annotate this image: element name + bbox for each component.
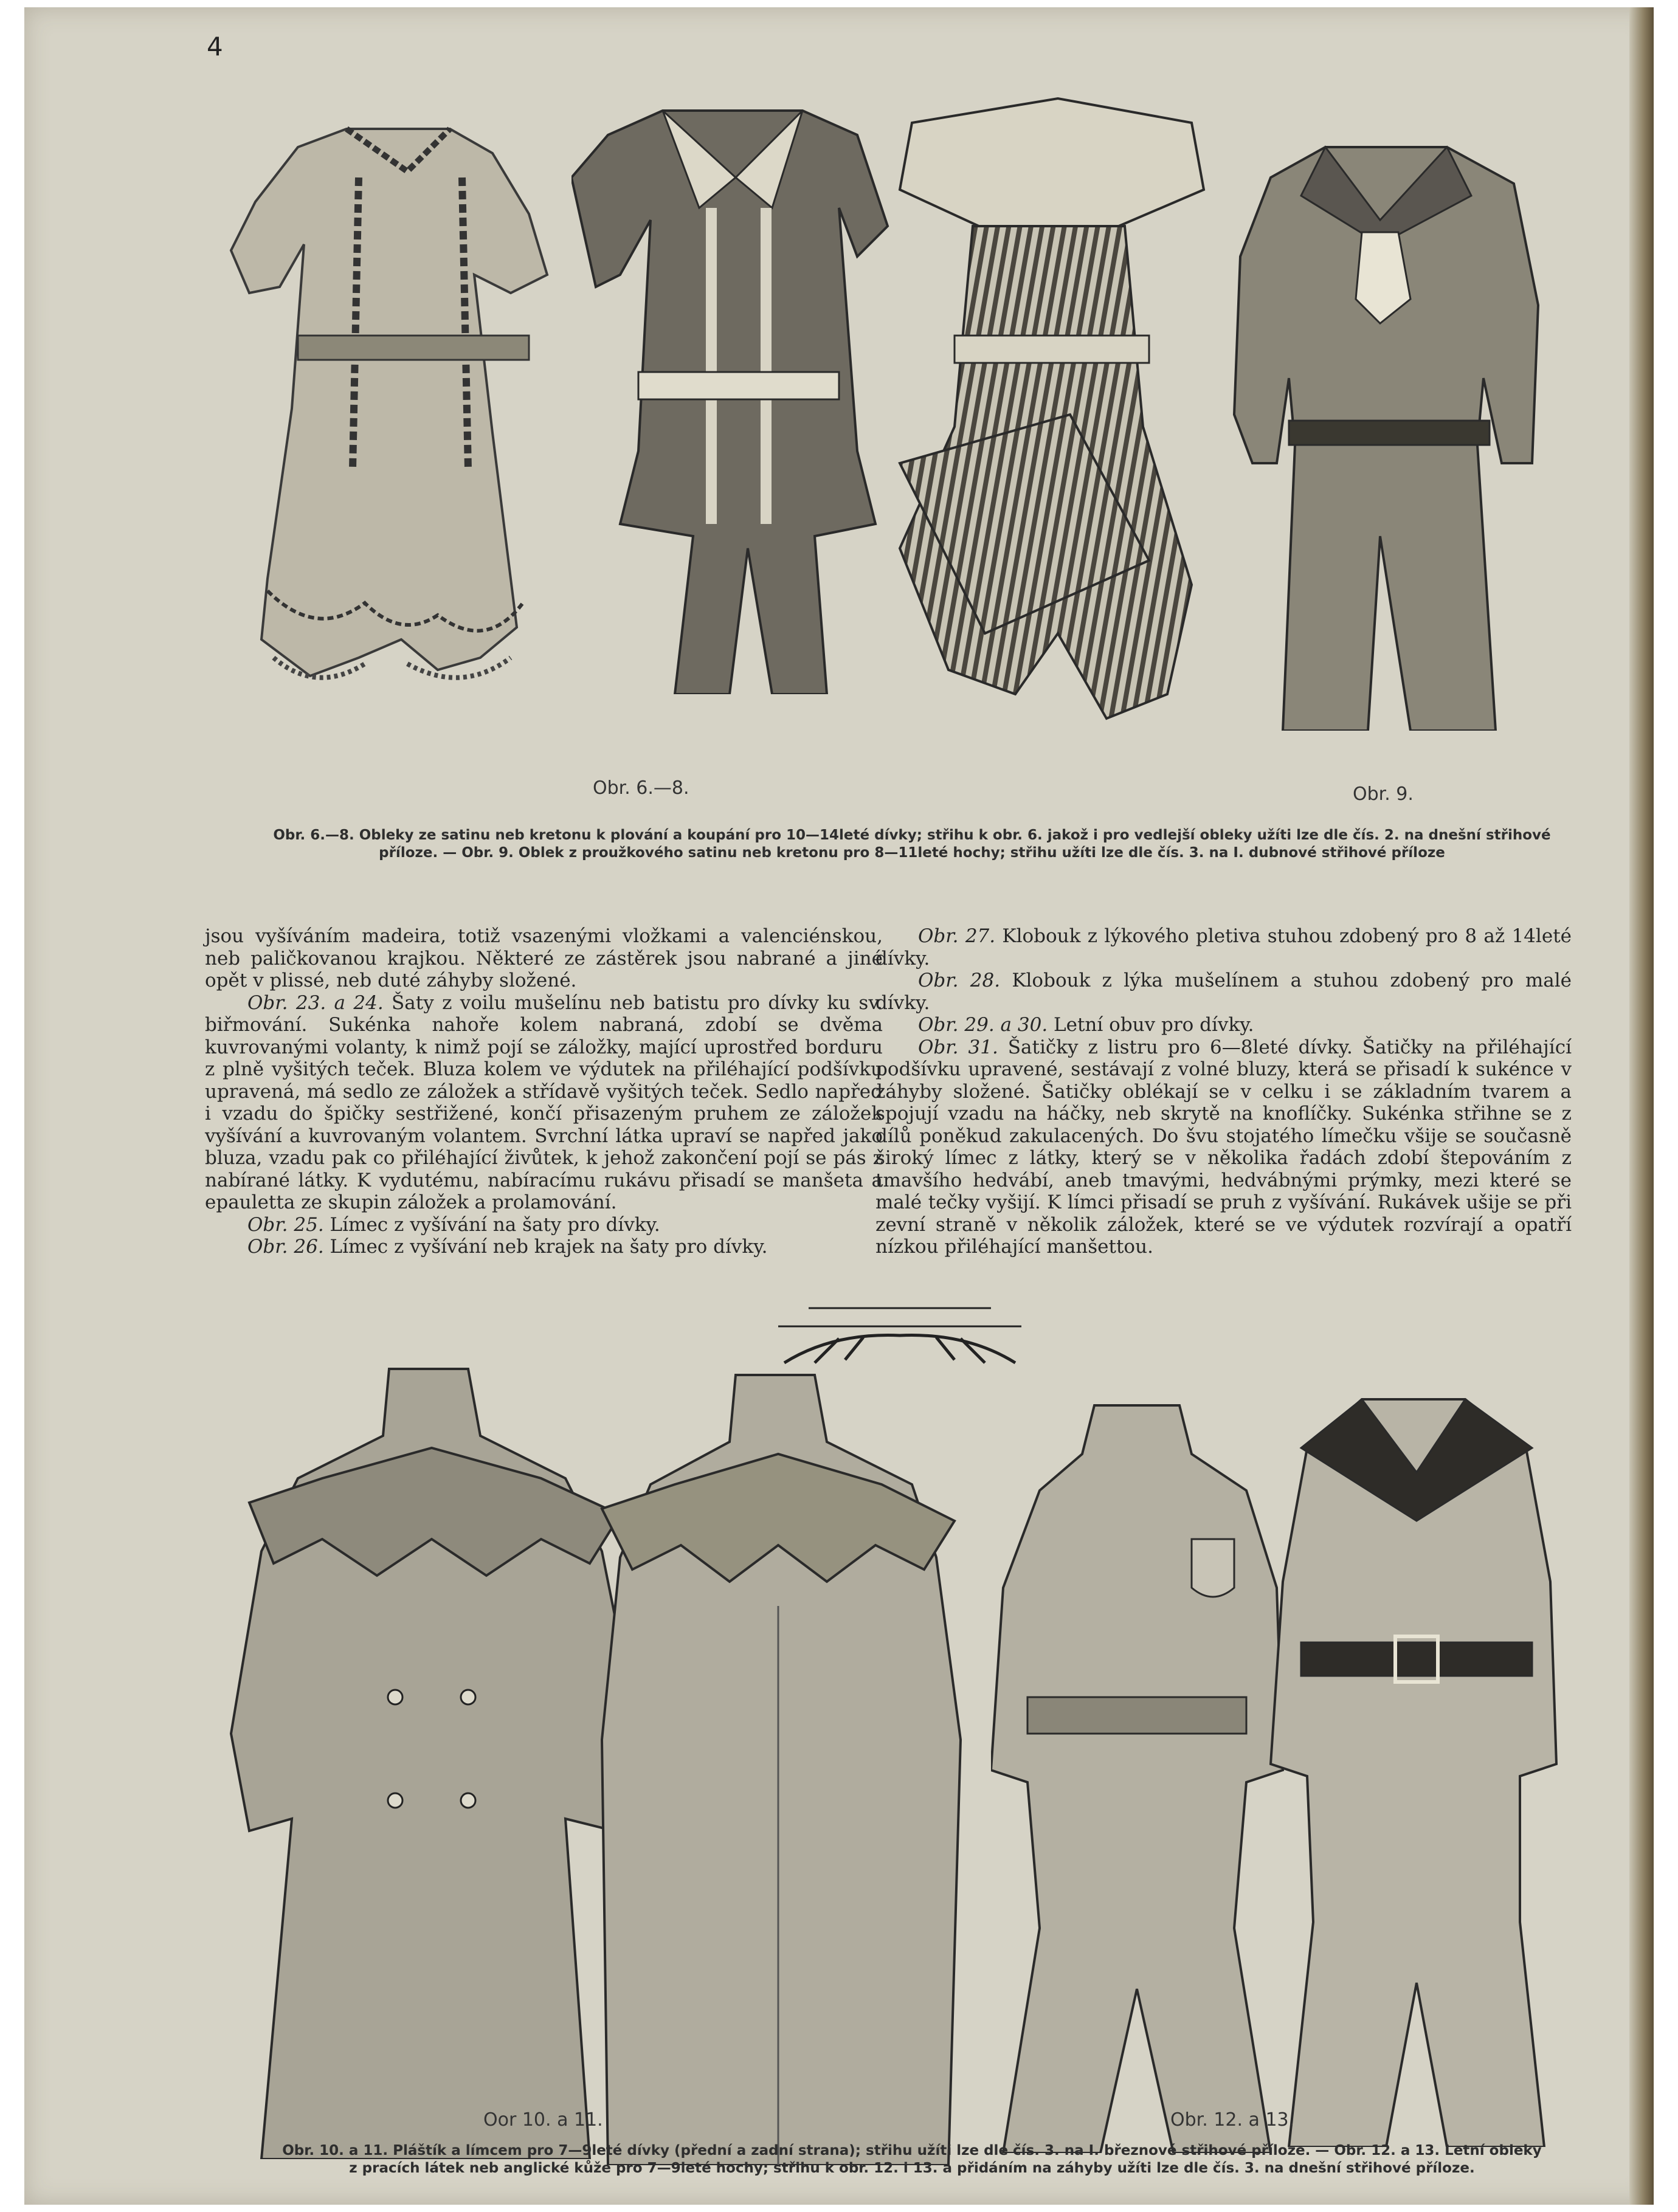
left-paragraph-2: Obr. 23. a 24. Šaty z voilu mušelínu neb batistu pro dívky ku sv. biřmování. Sukénka nahoře kolem nabraná, zdobí se dvěma kuvrovanými volanty, k nimž pojí se záložky, mající uprostřed borduru z plně vyšitých teček. Bluza kolem ve výdutek na přiléhající podšívku upravená, má sedlo ze záložek a střídavě vyšitých teček. Sedlo napřed i vzadu do špičky sestřižené, končí přisazeným pruhem ze záložek vyšívání a kuvrovaným volantem. Svrchní látka upraví se napřed jako bluza, vzadu pak co přiléhající živůtek, k jehož zakončení pojí se pás z nabírané látky. K vydutému, nabíracímu rukávu přisadí se manšeta a epauletta ze skupin záložek a prolamování. [205, 991, 883, 1213]
figure-ref: Obr. 27. [918, 925, 996, 947]
figure-label-10-11: Oor 10. a 11. [483, 2109, 603, 2131]
top-caption [204, 827, 1620, 862]
figure-label-12-13: Obr. 12. a 13. [1170, 2109, 1295, 2131]
illustration-boy-suit-9 [1216, 123, 1562, 731]
page-edge [1629, 7, 1654, 2205]
figure-ref: Obr. 29. a 30. [918, 1014, 1048, 1036]
left-text-column [205, 925, 883, 1258]
figure-ref: Obr. 23. a 24. [247, 991, 384, 1014]
right-text-column [875, 925, 1572, 1258]
figure-ref: Obr. 31. [918, 1036, 998, 1058]
right-paragraph-1: Obr. 27. Klobouk z lýkového pletiva stuhou zdobený pro 8 až 14leté dívky. [875, 925, 1572, 970]
figure-ref: Obr. 25. [247, 1213, 324, 1236]
illustration-swim-dress-8 [875, 86, 1240, 749]
top-caption-line-2: příloze. — Obr. 9. Oblek z proužkového satinu neb kretonu pro 8—11leté hochy; střihu užíti lze dle čís. 3. na I. dubnové střihové příloze [379, 845, 1445, 861]
left-paragraph-3: Obr. 25. Límec z vyšívání na šaty pro dívky. [247, 1213, 660, 1236]
figure-label-6-8: Obr. 6.—8. [593, 777, 689, 799]
figure-ref: Obr. 28. [918, 970, 1001, 991]
illustration-swim-dress-7 [571, 86, 900, 694]
divider-ornament [760, 1302, 1040, 1369]
right-paragraph-4: Obr. 31. Šatičky z listru pro 6—8leté dívky. Šatičky na přiléhající podšívku upravené, sestávají z volné bluzy, která se přisadí k sukénce v záhyby složené. Šatičky oblékají se v celku i se základním tvarem a spojují vzadu na háčky, neb skrytě na knoflíčky. Sukénka střihne se z dílů poněkud zakulacených. Do švu stojatého límečku všije se současně široký límec z látky, který se v několika řadách zdobí štepováním z tmavšího hedvábí, aneb tmavými, hedvábnými prýmky, mezi které se malé tečky vyšijí. K límci přisadí se pruh z vyšívání. Rukávek ušije se při zevní straně v několik záložek, které se ve výdutek rozvírají a opatří nízkou přiléhající manšettou. [875, 1036, 1572, 1258]
bottom-caption-line-1: Obr. 10. a 11. Pláštík a límcem pro 7—9leté dívky (přední a zadní strana); střihu užíti lze dle čís. 3. na I. březnové střihové příloze. — Obr. 12. a 13. Letní obleky [282, 2143, 1542, 2159]
figure-label-9: Obr. 9. [1353, 784, 1414, 805]
bottom-caption-line-2: z pracích látek neb anglické kůže pro 7—9leté hochy; střihu k obr. 12. i 13. a přidáním na záhyby užíti lze dle čís. 3. na dnešní střihové příloze. [349, 2160, 1475, 2176]
page-number: 4 [207, 32, 223, 61]
illustration-swim-dress-6 [207, 92, 608, 749]
illustration-boy-suit-12 [991, 1393, 1289, 2153]
left-paragraph-4: Obr. 26. Límec z vyšívání neb krajek na šaty pro dívky. [247, 1236, 768, 1258]
right-paragraph-2: Obr. 28. Klobouk z lýka mušelínem a stuhou zdobený pro malé dívky. [875, 970, 1572, 1014]
top-caption-line-1: Obr. 6.—8. Obleky ze satinu neb kretonu k plování a koupání pro 10—14leté dívky; střihu k obr. 6. jakož i pro vedlejší obleky užíti lze dle čís. 2. na dnešní střihové [273, 827, 1551, 843]
right-paragraph-3: Obr. 29. a 30. Letní obuv pro dívky. [918, 1014, 1254, 1036]
illustration-coat-11-back [584, 1363, 973, 2165]
left-paragraph-1: jsou vyšíváním madeira, totiž vsazenými vložkami a valenciénskou, neb paličkovanou krajkou. Některé ze zástěrek jsou nabrané a jiné opět v plissé, neb duté záhyby složené. [205, 925, 883, 991]
bottom-caption [204, 2142, 1620, 2177]
magazine-page [24, 7, 1654, 2205]
figure-ref: Obr. 26. [247, 1236, 324, 1258]
illustration-boy-suit-13 [1265, 1387, 1569, 2147]
